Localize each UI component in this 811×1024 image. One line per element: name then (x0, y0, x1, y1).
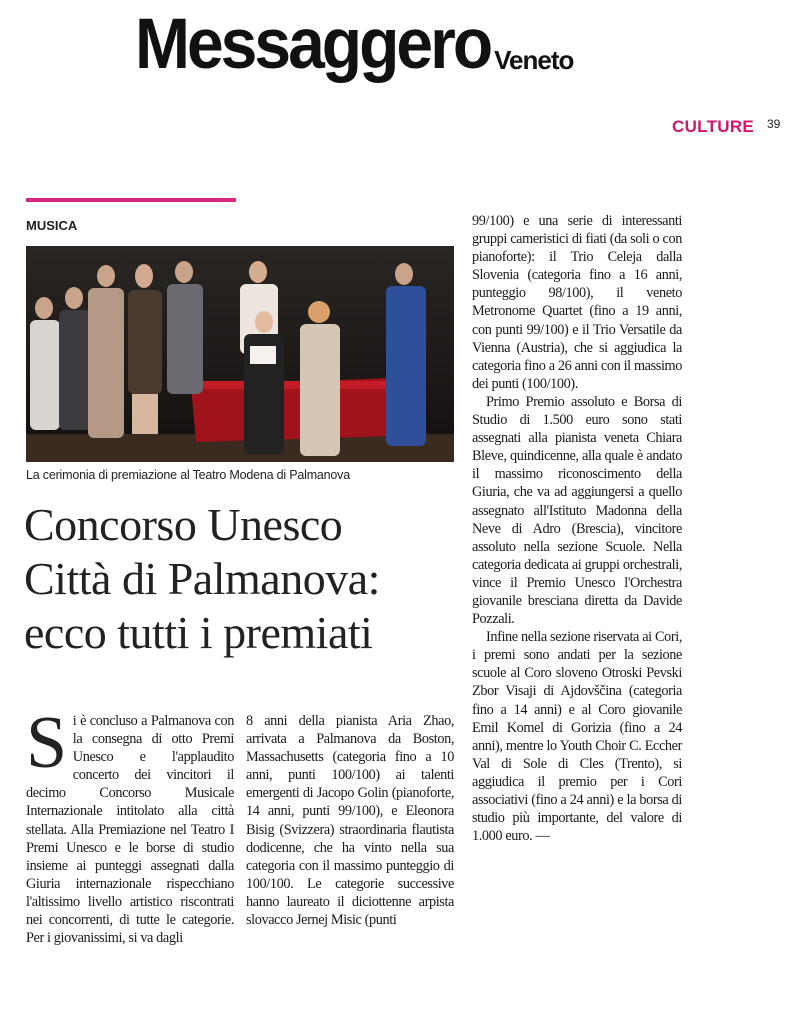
column-3-paragraph-3: Infine nella sezione riservata ai Cori, i premi sono andati per la sezione scuole al Coro sloveno Otroski Pevski Zbor Visaji di Ajdovščina (categoria fino a 14 anni) e al Coro giovanile Emil Komel di Gorizia (fino a 24 anni), mentre lo Youth Choir C. Eccher Val di Sole di Cles (Trento), si aggiudica il premio per i Cori associativi (fino a 24 anni) e la borsa di studio più importante, del valore di 1.000 euro. — (472, 629, 682, 845)
column-3-paragraph-2: Primo Premio assoluto e Borsa di Studio di 1.500 euro sono stati assegnati alla pianista veneta Chiara Bleve, quindicenne, alla quale è andato il massimo riconoscimento della Giuria, che va ad aggiungersi a quello assegnato all'Istituto Madonna della Neve di Adro (Brescia), vincitore assoluto nella sezione Scuole. Nella categoria dedicata ai gruppi orchestrali, vince il Premio Unesco l'Orchestra giovanile bresciana diretta da Davide Pozzali. (472, 393, 682, 628)
masthead-region: Veneto (494, 45, 574, 75)
photo-caption: La cerimonia di premiazione al Teatro Modena di Palmanova (26, 468, 350, 482)
column-1-paragraph: i è concluso a Palmanova con la consegna di otto Premi Unesco e l'applaudito concerto dei vincitori il decimo Concorso Musicale Internazionale intitolato alla città stellata. Alla Premiazione nel Teatro I Premi Unesco e le borse di studio insieme ai punteggi assegnati dalla Giuria internazionale rispecchiano l'altissimo livello artistico riscontrati nei concorrenti, di tutte le categorie. Per i giovanissimi, si va dagli (26, 713, 234, 947)
ceremony-photo-illustration (26, 246, 454, 462)
masthead-name: Messaggero (135, 2, 491, 83)
article-column-2 (246, 712, 454, 929)
article-column-3 (472, 212, 682, 845)
article-column-1 (26, 702, 234, 947)
article-headline (24, 498, 464, 660)
article-kicker: MUSICA (26, 218, 78, 233)
drop-cap: S (26, 702, 67, 784)
page-number: 39 (767, 117, 781, 131)
headline-line-3: ecco tutti i premiati (24, 607, 373, 658)
ceremony-photo (26, 246, 454, 462)
masthead-logo (135, 2, 574, 84)
headline-line-2: Città di Palmanova: (24, 553, 380, 604)
column-3-paragraph-1: 99/100) e una serie di interessanti gruppi cameristici di fiati (da soli o con pianoforte): il Trio Celeja dalla Slovenia (categoria fino a 16 anni, punteggio 98/100), il veneto Metronome Quartet (fino a 19 anni, con punti 99/100) e il Trio Versatile da Vienna (Austria), che si aggiudica la categoria fino a 26 anni con il massimo dei punti (100/100). (472, 213, 682, 392)
accent-rule (26, 198, 236, 202)
column-2-paragraph: 8 anni della pianista Aria Zhao, arrivata a Palmanova da Boston, Massachusetts (categoria fino a 10 anni, punti 100/100) ai talenti emergenti di Jacopo Golin (pianoforte, 14 anni, punti 99/100), e Eleonora Bisig (Svizzera) straordinaria flautista dodicenne, che ha vinto nella sua categoria con il massimo punteggio di 100/100. Le categorie successive hanno laureato il diciottenne arpista slovacco Jernej Misic (punti (246, 713, 454, 929)
section-label: CULTURE (672, 117, 755, 136)
headline-line-1: Concorso Unesco (24, 499, 343, 550)
